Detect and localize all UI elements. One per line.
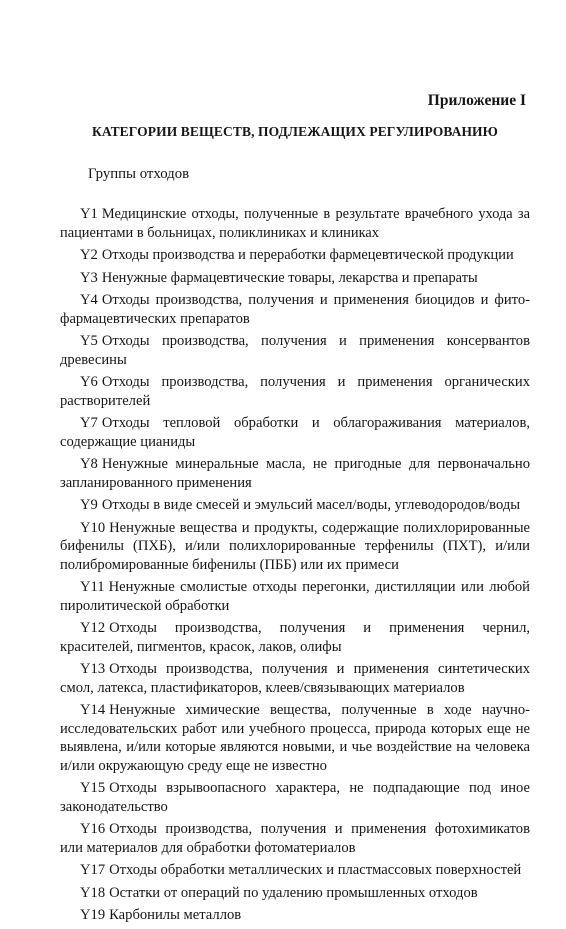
waste-category-list xyxy=(60,205,530,929)
waste-category-item xyxy=(60,269,530,288)
waste-description: Остатки от операций по удалению промышленных отходов xyxy=(109,884,478,901)
waste-code: Y2 xyxy=(80,247,98,263)
waste-description: Отходы производства, получения и применения консервантов древесины xyxy=(60,333,530,368)
waste-category-item xyxy=(60,519,530,575)
waste-category-item xyxy=(60,619,530,656)
waste-category-item xyxy=(60,660,530,697)
waste-category-item xyxy=(60,205,530,242)
waste-code: Y11 xyxy=(80,579,105,595)
waste-description: Ненужные химические вещества, полученные в ходе научно-исследовательских работ или учебного процесса, природа которых еще не выявлена, и/или которые являются новыми, и чье воздействие на человека и/или окружающую среду еще не известно xyxy=(60,702,530,774)
waste-code: Y14 xyxy=(80,702,106,718)
page-title: КАТЕГОРИИ ВЕЩЕСТВ, ПОДЛЕЖАЩИХ РЕГУЛИРОВАНИЮ xyxy=(92,124,498,139)
waste-code: Y7 xyxy=(80,415,98,431)
document-page xyxy=(60,0,530,923)
waste-category-item xyxy=(60,820,530,857)
waste-description: Ненужные фармацевтические товары, лекарства и препараты xyxy=(101,269,478,286)
waste-code: Y5 xyxy=(80,333,98,349)
waste-description: Отходы производства, получения и применения биоцидов и фито-фармацевтических препаратов xyxy=(60,292,530,327)
waste-description: Отходы производства, получения и применения чернил, красителей, пигментов, красок, лаков, олифы xyxy=(60,620,530,655)
waste-category-item xyxy=(60,496,530,515)
waste-description: Отходы производства, получения и применения синтетических смол, латекса, пластификаторов, клеев/связывающих материалов xyxy=(60,661,530,696)
waste-code: Y1 xyxy=(80,206,98,222)
waste-code: Y6 xyxy=(80,374,98,390)
waste-category-item xyxy=(60,291,530,328)
waste-description: Отходы обработки металлических и пластмассовых поверхностей xyxy=(109,862,522,878)
waste-description: Карбонилы металлов xyxy=(109,907,242,923)
waste-category-item xyxy=(60,578,530,615)
waste-description: Ненужные минеральные масла, не пригодные для первоначально запланированного применения xyxy=(60,456,530,491)
waste-description: Отходы производства и переработки фармецевтической продукции xyxy=(101,247,514,263)
waste-category-item xyxy=(60,373,530,410)
section-subtitle: Группы отходов xyxy=(88,166,190,182)
waste-description: Ненужные смолистые отходы перегонки, дистилляции или любой пиролитической обработки xyxy=(60,579,530,614)
waste-category-item xyxy=(60,332,530,369)
waste-code: Y4 xyxy=(80,292,98,308)
waste-category-item xyxy=(60,414,530,451)
waste-category-item xyxy=(60,246,530,265)
waste-code: Y3 xyxy=(80,269,98,286)
waste-code: Y12 xyxy=(80,620,106,636)
waste-code: Y15 xyxy=(80,780,106,796)
waste-description: Отходы взрывоопасного характера, не подпадающие под иное законодательство xyxy=(60,780,530,815)
waste-description: Ненужные вещества и продукты, содержащие полихлорированные бифенилы (ПХБ), и/или полихлорированные терфенилы (ПХТ), и/или полибромированные бифенилы (ПББ) или их примеси xyxy=(60,519,530,573)
waste-code: Y19 xyxy=(80,907,106,923)
waste-description: Отходы производства, получения и применения органических растворителей xyxy=(60,374,530,409)
waste-code: Y16 xyxy=(80,821,106,837)
waste-code: Y13 xyxy=(80,661,106,677)
waste-category-item xyxy=(60,701,530,775)
waste-code: Y9 xyxy=(80,497,98,513)
waste-description: Отходы производства, получения и применения фотохимикатов или материалов для обработки фотоматериалов xyxy=(60,821,530,856)
waste-code: Y10 xyxy=(80,519,106,536)
waste-category-item xyxy=(60,884,530,903)
waste-category-item xyxy=(60,779,530,816)
waste-description: Отходы тепловой обработки и облагораживания материалов, содержащие цианиды xyxy=(60,415,530,450)
waste-category-item xyxy=(60,861,530,880)
waste-description: Отходы в виде смесей и эмульсий масел/воды, углеводородов/воды xyxy=(101,497,521,513)
waste-code: Y8 xyxy=(80,456,98,472)
waste-description: Медицинские отходы, полученные в результате врачебного ухода за пациентами в больницах, поликлиниках и клиниках xyxy=(60,206,530,241)
waste-category-item xyxy=(60,906,530,925)
appendix-label: Приложение I xyxy=(427,92,526,109)
waste-code: Y17 xyxy=(80,862,106,878)
waste-code: Y18 xyxy=(80,884,106,901)
waste-category-item xyxy=(60,455,530,492)
